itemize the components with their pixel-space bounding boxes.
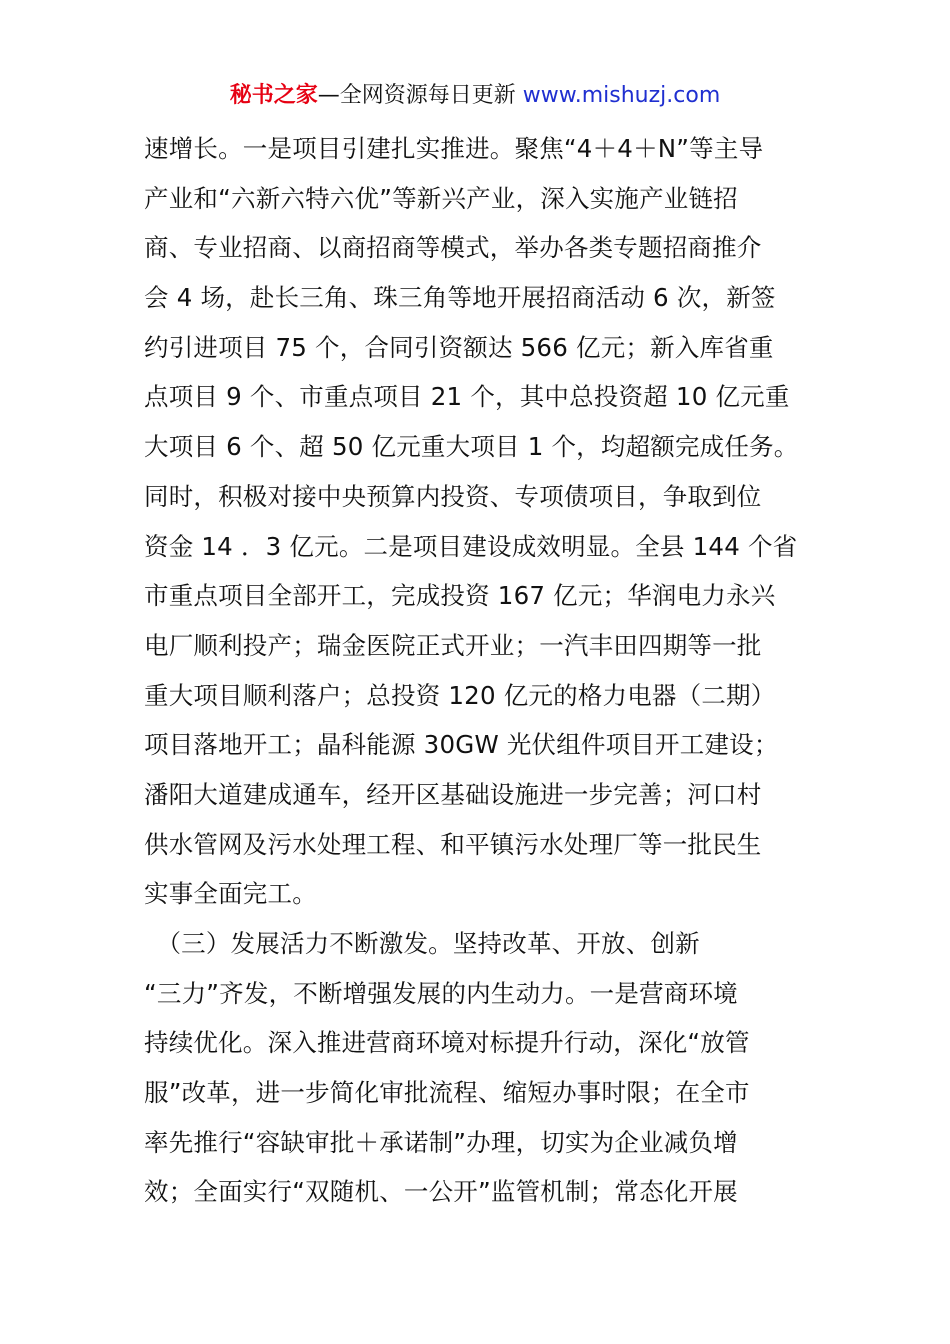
section-heading-line: （三）发展活力不断激发。坚持改革、开放、创新 — [144, 929, 700, 958]
text-line: 产业和“六新六特六优”等新兴产业，深入实施产业链招 — [144, 183, 738, 213]
text-line: 市重点项目全部开工，完成投资 167 亿元；华润电力永兴 — [144, 581, 776, 611]
text-line: 大项目 6 个、超 50 亿元重大项目 1 个，均超额完成任务。 — [144, 432, 799, 462]
text-line: 率先推行“容缺审批＋承诺制”办理，切实为企业减负增 — [144, 1127, 738, 1157]
text-line: 电厂顺利投产；瑞金医院正式开业；一汽丰田四期等一批 — [144, 630, 762, 660]
text-line: 同时，积极对接中央预算内投资、专项债项目，争取到位 — [144, 481, 762, 511]
text-line: 速增长。一是项目引建扎实推进。聚焦“4＋4＋N”等主导 — [144, 134, 764, 163]
text-line: “三力”齐发，不断增强发展的内生动力。一是营商环境 — [144, 978, 738, 1008]
text-line: 持续优化。深入推进营商环境对标提升行动，深化“放管 — [144, 1028, 750, 1058]
site-tagline: —全网资源每日更新 — [317, 83, 523, 108]
site-brand: 秘书之家 — [229, 83, 318, 108]
text-line: 供水管网及污水处理工程、和平镇污水处理厂等一批民生 — [144, 829, 762, 859]
site-url-link[interactable]: www.mishuzj.com — [522, 83, 721, 108]
text-line: 项目落地开工；晶科能源 30GW 光伏组件项目开工建设； — [144, 730, 779, 760]
text-line: 约引进项目 75 个，合同引资额达 566 亿元；新入库省重 — [144, 332, 774, 362]
text-line: 重大项目顺利落户；总投资 120 亿元的格力电器（二期） — [144, 680, 776, 710]
text-line: 服”改革，进一步简化审批流程、缩短办事时限；在全市 — [144, 1078, 750, 1108]
text-line: 实事全面完工。 — [144, 879, 317, 909]
text-line: 资金 14 ．3 亿元。二是项目建设成效明显。全县 144 个省 — [144, 531, 798, 561]
text-line: 点项目 9 个、市重点项目 21 个，其中总投资超 10 亿元重 — [144, 382, 790, 412]
text-line: 潘阳大道建成通车，经开区基础设施进一步完善；河口村 — [144, 779, 762, 809]
text-line: 商、专业招商、以商招商等模式，举办各类专题招商推介 — [144, 233, 762, 263]
text-line: 效；全面实行“双随机、一公开”监管机制；常态化开展 — [144, 1177, 738, 1207]
text-line: 会 4 场，赴长三角、珠三角等地开展招商活动 6 次，新签 — [144, 283, 776, 313]
page-header — [0, 80, 950, 112]
document-body — [144, 124, 824, 1217]
